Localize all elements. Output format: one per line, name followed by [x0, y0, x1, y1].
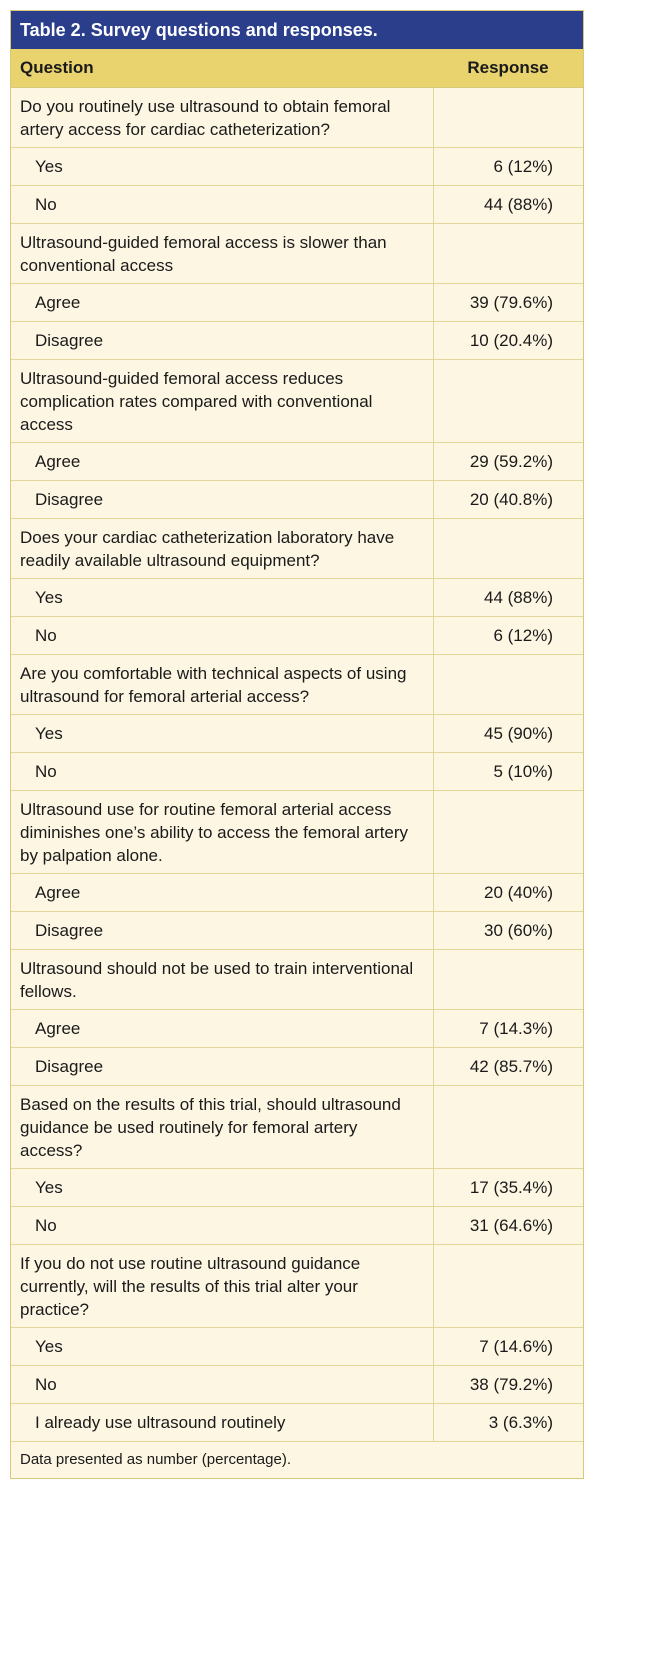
answer-row — [11, 284, 583, 322]
answer-label: I already use ultrasound routinely — [11, 1404, 433, 1442]
answer-value: 7 (14.3%) — [433, 1010, 583, 1048]
question-text: Ultrasound-guided femoral access is slower than conventional access — [11, 224, 433, 284]
answer-row — [11, 579, 583, 617]
answer-label: Agree — [11, 1010, 433, 1048]
question-response-empty — [433, 950, 583, 1010]
question-text: Does your cardiac catheterization laboratory have readily available ultrasound equipment? — [11, 519, 433, 579]
answer-row — [11, 912, 583, 950]
question-row — [11, 224, 583, 284]
answer-value: 5 (10%) — [433, 753, 583, 791]
question-response-empty — [433, 88, 583, 148]
table-body — [11, 88, 583, 1442]
answer-label: No — [11, 186, 433, 224]
header-row — [11, 49, 583, 88]
answer-row — [11, 1169, 583, 1207]
answer-value: 10 (20.4%) — [433, 322, 583, 360]
answer-label: Disagree — [11, 912, 433, 950]
answer-row — [11, 715, 583, 753]
question-row — [11, 88, 583, 148]
answer-row — [11, 1404, 583, 1442]
answer-label: No — [11, 753, 433, 791]
answer-value: 30 (60%) — [433, 912, 583, 950]
question-row — [11, 1086, 583, 1169]
answer-value: 20 (40.8%) — [433, 481, 583, 519]
table-footnote: Data presented as number (percentage). — [11, 1441, 583, 1478]
answer-row — [11, 1366, 583, 1404]
answer-value: 45 (90%) — [433, 715, 583, 753]
answer-label: Yes — [11, 579, 433, 617]
answer-value: 6 (12%) — [433, 617, 583, 655]
question-text: Ultrasound use for routine femoral arterial access diminishes one’s ability to access the femoral artery by palpation alone. — [11, 791, 433, 874]
answer-value: 44 (88%) — [433, 579, 583, 617]
answer-row — [11, 443, 583, 481]
answer-row — [11, 481, 583, 519]
answer-value: 31 (64.6%) — [433, 1207, 583, 1245]
answer-label: Disagree — [11, 322, 433, 360]
answer-value: 39 (79.6%) — [433, 284, 583, 322]
question-response-empty — [433, 1086, 583, 1169]
survey-table — [10, 10, 584, 1479]
question-response-empty — [433, 519, 583, 579]
answer-value: 7 (14.6%) — [433, 1328, 583, 1366]
question-header: Question — [11, 49, 433, 88]
answer-label: Agree — [11, 284, 433, 322]
answer-value: 6 (12%) — [433, 148, 583, 186]
answer-value: 42 (85.7%) — [433, 1048, 583, 1086]
answer-label: Yes — [11, 148, 433, 186]
answer-value: 44 (88%) — [433, 186, 583, 224]
question-response-empty — [433, 791, 583, 874]
answer-row — [11, 322, 583, 360]
question-row — [11, 950, 583, 1010]
answer-row — [11, 753, 583, 791]
answer-row — [11, 617, 583, 655]
answer-label: Yes — [11, 1169, 433, 1207]
question-response-empty — [433, 224, 583, 284]
question-response-empty — [433, 360, 583, 443]
question-row — [11, 360, 583, 443]
answer-value: 29 (59.2%) — [433, 443, 583, 481]
question-row — [11, 519, 583, 579]
question-text: Do you routinely use ultrasound to obtain femoral artery access for cardiac catheterization? — [11, 88, 433, 148]
answer-label: Yes — [11, 1328, 433, 1366]
question-row — [11, 655, 583, 715]
answer-value: 38 (79.2%) — [433, 1366, 583, 1404]
table-title: Table 2. Survey questions and responses. — [11, 11, 583, 49]
question-row — [11, 791, 583, 874]
answer-label: Yes — [11, 715, 433, 753]
answer-row — [11, 1010, 583, 1048]
answer-label: No — [11, 617, 433, 655]
survey-grid — [11, 49, 583, 1441]
answer-value: 3 (6.3%) — [433, 1404, 583, 1442]
answer-label: Agree — [11, 443, 433, 481]
question-text: Are you comfortable with technical aspects of using ultrasound for femoral arterial access? — [11, 655, 433, 715]
answer-row — [11, 148, 583, 186]
answer-row — [11, 1048, 583, 1086]
question-text: Ultrasound-guided femoral access reduces complication rates compared with conventional access — [11, 360, 433, 443]
question-text: Ultrasound should not be used to train interventional fellows. — [11, 950, 433, 1010]
answer-row — [11, 1207, 583, 1245]
answer-value: 17 (35.4%) — [433, 1169, 583, 1207]
question-text: Based on the results of this trial, should ultrasound guidance be used routinely for femoral artery access? — [11, 1086, 433, 1169]
answer-label: Agree — [11, 874, 433, 912]
answer-label: Disagree — [11, 481, 433, 519]
answer-label: No — [11, 1366, 433, 1404]
question-response-empty — [433, 655, 583, 715]
answer-value: 20 (40%) — [433, 874, 583, 912]
answer-label: Disagree — [11, 1048, 433, 1086]
answer-row — [11, 1328, 583, 1366]
question-text: If you do not use routine ultrasound guidance currently, will the results of this trial alter your practice? — [11, 1245, 433, 1328]
response-header: Response — [433, 49, 583, 88]
answer-row — [11, 874, 583, 912]
answer-row — [11, 186, 583, 224]
question-response-empty — [433, 1245, 583, 1328]
question-row — [11, 1245, 583, 1328]
answer-label: No — [11, 1207, 433, 1245]
